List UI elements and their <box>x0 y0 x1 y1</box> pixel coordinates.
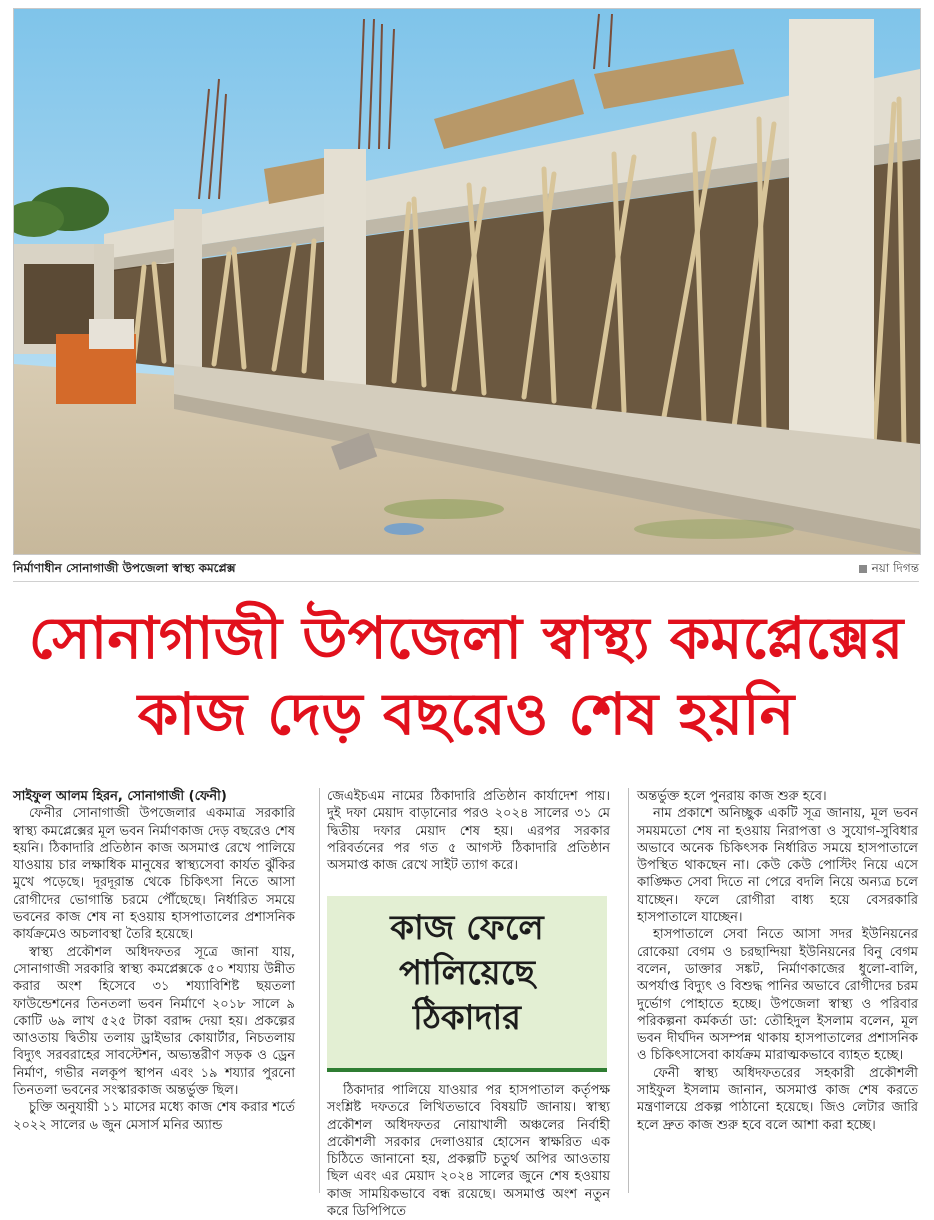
square-icon <box>859 565 867 573</box>
paragraph: ফেনী স্বাস্থ্য অধিদফতরের সহকারী প্রকৌশলী সাইফুল ইসলাম জানান, অসমাপ্ত কাজ শেষ করতে মন্ত্রণালয়ে প্রকল্প পাঠানো হয়েছে। জিও লেটার জারি হলে দ্রুত কাজ শুরু হবে বলে আশা করা হচ্ছে। <box>637 1065 918 1133</box>
paragraph: নাম প্রকাশে অনিচ্ছুক একটি সূত্র জানায়, মূল ভবন সময়মতো শেষ না হওয়ায় নিরাপত্তা ও সুযোগ-সুবিধার অভাবে অনেক চিকিৎসক নির্ধারিত সময়ে হাসপাতালে উপস্থিত থাকছেন না। কেউ কেউ পোস্টিং নিয়ে এসে কাঙ্ক্ষিত সেবা দিতে না পেরে বদলি নিয়ে অন্যত্র চলে যাচ্ছেন। ফলে রোগীরা বাধ্য হয়ে বেসরকারি হাসপাতালে যাচ্ছেন। <box>637 806 918 926</box>
pull-quote-line-1: কাজ ফেলে <box>390 908 544 948</box>
headline-line-2: কাজ দেড় বছরেও শেষ হয়নি <box>137 680 795 748</box>
byline: সাইফুল আলম হিরন, সোনাগাজী (ফেনী) <box>13 789 227 804</box>
construction-photo <box>13 8 921 555</box>
pull-quote-line-2: পালিয়েছে <box>399 953 535 993</box>
article-column-3 <box>637 788 918 1134</box>
paragraph: অন্তর্ভুক্ত হলে পুনরায় কাজ শুরু হবে। <box>637 789 827 804</box>
paragraph: ফেনীর সোনাগাজী উপজেলার একমাত্র সরকারি স্বাস্থ্য কমপ্লেক্সের মূল ভবন নির্মাণকাজ দেড় বছরেও শেষ হয়নি। ঠিকাদারি প্রতিষ্ঠান কাজ অসমাপ্ত রেখে পালিয়ে যাওয়ায় চার লক্ষাধিক মানুষের স্বাস্থ্যসেবা কার্যত ঝুঁকির মুখে পড়েছে। দূরদূরান্ত থেকে চিকিৎসা নিতে আসা রোগীদের ভোগান্তি চরমে পৌঁছেছে। নির্ধারিত সময়ে ভবনের কাজ শেষ না হওয়ায় হাসপাতালের প্রশাসনিক কার্যক্রমেও অচলাবস্থা তৈরি হয়েছে। <box>13 806 295 943</box>
article-column-1 <box>13 788 295 1134</box>
headline-line-1: সোনাগাজী উপজেলা স্বাস্থ্য কমপ্লেক্সের <box>28 604 904 672</box>
paragraph: স্বাস্থ্য প্রকৌশল অধিদফতর সূত্রে জানা যায়, সোনাগাজী সরকারি স্বাস্থ্য কমপ্লেক্সকে ৫০ শয্যায় উন্নীত করার অংশ হিসেবে ৩১ শয্যাবিশিষ্ট ছয়তলা ফাউন্ডেশনের তিনতলা ভবন নির্মাণে ২০১৮ সালে ৯ কোটি ৬৯ লাখ ৫২৫ টাকা বরাদ্দ দেয়া হয়। প্রকল্পের আওতায় দ্বিতীয় তলায় ড্রাইভার কোয়ার্টার, নিচতলায় বিদ্যুৎ সরবরাহের সাবস্টেশন, অভ্যন্তরীণ সড়ক ও ড্রেন নির্মাণ, গভীর নলকূপ স্থাপন এবং ১৯ শয্যার পুরনো তিনতলা ভবনের সংস্কারকাজ অন্তর্ভুক্ত ছিল। <box>13 944 295 1099</box>
photo-caption-row <box>13 557 919 582</box>
paragraph: জেএইচএম নামের ঠিকাদারি প্রতিষ্ঠান কার্যাদেশ পায়। দুই দফা মেয়াদ বাড়ানোর পরও ২০২৪ সালের ৩১ মে দ্বিতীয় দফার মেয়াদ শেষ হয়। এরপর সরকার পরিবর্তনের পর গত ৫ আগস্ট ঠিকাদারি প্রতিষ্ঠান অসমাপ্ত কাজ রেখে সাইট ত্যাগ করে। <box>327 789 610 874</box>
photo-caption: নির্মাণাধীন সোনাগাজী উপজেলা স্বাস্থ্য কমপ্লেক্স <box>13 561 236 575</box>
column-divider <box>319 788 320 1193</box>
pull-quote-text <box>327 906 607 1041</box>
article-column-2-bottom <box>327 1082 610 1220</box>
photo-credit-text: নয়া দিগন্ত <box>871 561 919 575</box>
paragraph: চুক্তি অনুযায়ী ১১ মাসের মধ্যে কাজ শেষ করার শর্তে ২০২২ সালের ৬ জুন মেসার্স মনির অ্যান্ড <box>13 1100 295 1133</box>
article-column-2-top <box>327 788 610 874</box>
photo-credit <box>859 560 919 580</box>
pull-quote <box>327 896 607 1072</box>
paragraph: ঠিকাদার পালিয়ে যাওয়ার পর হাসপাতাল কর্তৃপক্ষ সংশ্লিষ্ট দফতরে লিখিতভাবে বিষয়টি জানায়। স্বাস্থ্য প্রকৌশল অধিদফতর নোয়াখালী অঞ্চলের নির্বাহী প্রকৌশলী সরকার দেলাওয়ার হোসেন স্বাক্ষরিত এক চিঠিতে জানানো হয়, প্রকল্পটি চতুর্থ অপির আওতায় ছিল এবং এর মেয়াদ ২০২৪ সালের জুনে শেষ হওয়ায় কাজ সাময়িকভাবে বন্ধ রয়েছে। অসমাপ্ত অংশ নতুন করে ডিপিপিতে <box>327 1083 610 1220</box>
pull-quote-line-3: ঠিকাদার <box>413 998 521 1038</box>
headline <box>13 600 919 752</box>
column-divider <box>628 788 629 1193</box>
paragraph: হাসপাতালে সেবা নিতে আসা সদর ইউনিয়নের রোকেয়া বেগম ও চরছান্দিয়া ইউনিয়নের বিনু বেগম বলেন, ডাক্তার সঙ্কট, নির্মাণকাজের ধুলো-বালি, অপর্যাপ্ত বিদ্যুৎ ও বিশুদ্ধ পানির অভাবে রোগীদের চরম দুর্ভোগ পোহাতে হচ্ছে। উপজেলা স্বাস্থ্য ও পরিবার পরিকল্পনা কর্মকর্তা ডা: তৌহিদুল ইসলাম বলেন, মূল ভবন দীর্ঘদিন অসম্পন্ন থাকায় হাসপাতালের প্রশাসনিক ও চিকিৎসাসেবা কার্যক্রম মারাত্মকভাবে ব্যাহত হচ্ছে। <box>637 927 918 1064</box>
